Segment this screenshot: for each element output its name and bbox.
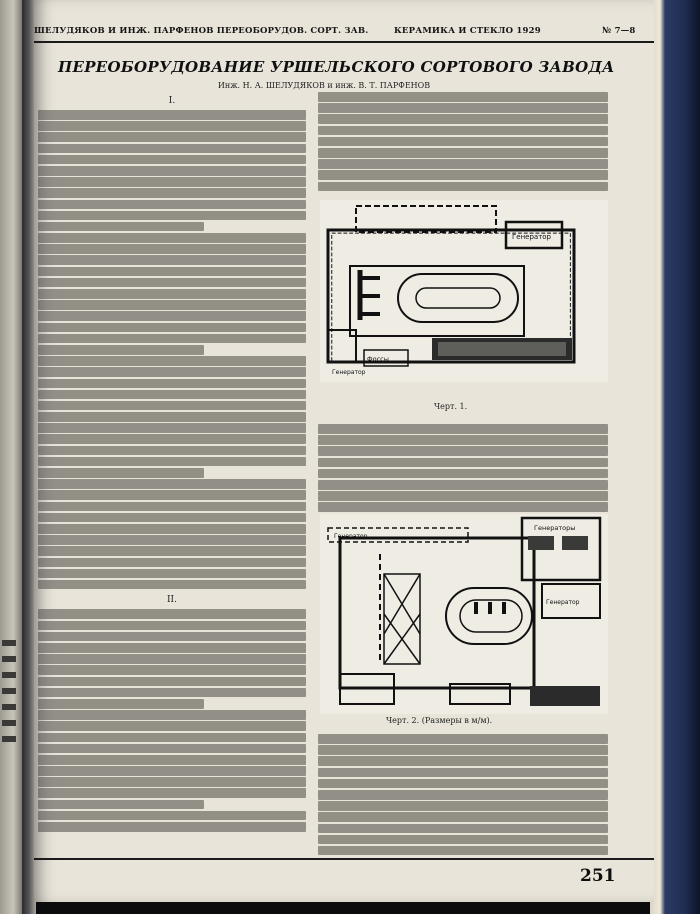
text-line — [38, 632, 306, 642]
text-line — [38, 132, 306, 142]
text-line — [38, 654, 306, 664]
text-line — [38, 323, 306, 333]
text-line — [38, 733, 306, 743]
text-line — [38, 401, 306, 411]
text-line — [38, 434, 306, 444]
text-line — [318, 491, 608, 501]
article-authors: Инж. Н. А. ШЕЛУДЯКОВ и инж. В. Т. ПАРФЕНОВ — [217, 81, 431, 90]
text-line — [38, 278, 306, 288]
figure-1-plan — [320, 200, 608, 382]
text-line — [38, 766, 306, 776]
section-number: I. — [168, 96, 176, 106]
right-column-top — [318, 92, 608, 193]
text-line — [318, 835, 608, 845]
text-line — [38, 289, 306, 299]
text-line — [318, 734, 608, 744]
book-spine — [650, 0, 700, 914]
text-line — [38, 558, 306, 568]
text-line — [38, 412, 306, 422]
text-line — [38, 609, 306, 619]
header-rule — [34, 41, 654, 43]
text-line — [38, 177, 306, 187]
figure-1-drawing — [320, 200, 608, 382]
right-column-middle — [318, 424, 608, 514]
text-line — [38, 188, 306, 198]
text-line — [318, 458, 608, 468]
text-line — [38, 535, 306, 545]
journal-page — [34, 0, 654, 902]
text-line — [38, 677, 306, 687]
text-line — [38, 822, 306, 832]
text-line — [318, 137, 608, 147]
text-line — [38, 166, 306, 176]
figure-2-label: Генератор — [546, 599, 580, 606]
text-line — [38, 367, 306, 377]
text-line — [38, 345, 204, 355]
text-line — [38, 110, 306, 120]
text-line — [318, 92, 608, 102]
text-line — [38, 379, 306, 389]
text-line — [318, 745, 608, 755]
text-line — [38, 811, 306, 821]
text-line — [38, 468, 204, 478]
text-line — [318, 126, 608, 136]
text-line — [38, 356, 306, 366]
text-line — [38, 777, 306, 787]
text-line — [318, 480, 608, 490]
text-line — [38, 390, 306, 400]
text-line — [38, 311, 306, 321]
text-line — [318, 846, 608, 856]
text-line — [318, 114, 608, 124]
text-line — [38, 490, 306, 500]
figure-2-caption: Черт. 2. (Размеры в м/м). — [386, 716, 493, 725]
text-line — [38, 222, 204, 232]
text-line — [318, 502, 608, 512]
figure-2-drawing — [320, 514, 608, 714]
text-line — [38, 643, 306, 653]
text-line — [318, 779, 608, 789]
figure-1-label: Генератор — [512, 233, 551, 241]
text-line — [318, 170, 608, 180]
text-line — [38, 479, 306, 489]
text-line — [38, 267, 306, 277]
text-line — [38, 699, 204, 709]
figure-1-label: Фоссы — [367, 355, 389, 363]
running-head-left: ШЕЛУДЯКОВ И ИНЖ. ПАРФЕНОВ ПЕРЕОБОРУДОВ. СОРТ. ЗАВ. — [34, 26, 369, 36]
text-line — [38, 665, 306, 675]
text-line — [38, 580, 306, 590]
text-line — [38, 244, 306, 254]
running-head — [34, 22, 654, 40]
text-line — [38, 755, 306, 765]
text-line — [318, 446, 608, 456]
figure-2-label: Генераторы — [534, 524, 576, 532]
text-line — [38, 200, 306, 210]
footer-rule — [34, 858, 654, 860]
text-line — [38, 744, 306, 754]
left-column — [38, 96, 306, 833]
figure-1-caption: Черт. 1. — [434, 402, 468, 411]
figure-1-label: Генератор — [332, 369, 366, 376]
left-column-paragraphs — [38, 609, 306, 831]
text-line — [318, 812, 608, 822]
text-line — [318, 768, 608, 778]
section-number: II. — [167, 595, 177, 606]
page-number: 251 — [580, 866, 616, 886]
text-line — [38, 144, 306, 154]
text-line — [38, 155, 306, 165]
text-line — [38, 211, 306, 221]
text-line — [318, 182, 608, 192]
text-line — [38, 710, 306, 720]
text-line — [318, 801, 608, 811]
running-head-journal: КЕРАМИКА И СТЕКЛО 1929 — [394, 26, 541, 36]
text-line — [38, 569, 306, 579]
text-line — [38, 502, 306, 512]
running-head-issue: № 7—8 — [602, 26, 636, 36]
text-line — [38, 513, 306, 523]
text-line — [318, 824, 608, 834]
text-line — [38, 524, 306, 534]
text-line — [38, 423, 306, 433]
text-line — [38, 334, 306, 344]
text-line — [38, 457, 306, 467]
left-column-paragraphs — [38, 110, 306, 589]
figure-2-plan — [320, 514, 608, 714]
text-line — [38, 788, 306, 798]
text-line — [318, 790, 608, 800]
text-line — [38, 121, 306, 131]
text-line — [318, 469, 608, 479]
figure-2-label: Генератор — [334, 533, 368, 540]
text-line — [318, 424, 608, 434]
text-line — [38, 233, 306, 243]
text-line — [38, 800, 204, 810]
text-line — [38, 721, 306, 731]
text-line — [318, 159, 608, 169]
right-column-bottom — [318, 734, 608, 857]
adjacent-page-edge — [0, 0, 22, 914]
text-line — [318, 103, 608, 113]
text-line — [318, 756, 608, 766]
text-line — [38, 255, 306, 265]
text-line — [38, 300, 306, 310]
text-line — [38, 621, 306, 631]
text-line — [38, 546, 306, 556]
text-line — [38, 446, 306, 456]
text-line — [318, 148, 608, 158]
article-title: ПЕРЕОБОРУДОВАНИЕ УРШЕЛЬСКОГО СОРТОВОГО ЗАВОДА — [58, 58, 615, 76]
text-line — [318, 435, 608, 445]
text-line — [38, 688, 306, 698]
